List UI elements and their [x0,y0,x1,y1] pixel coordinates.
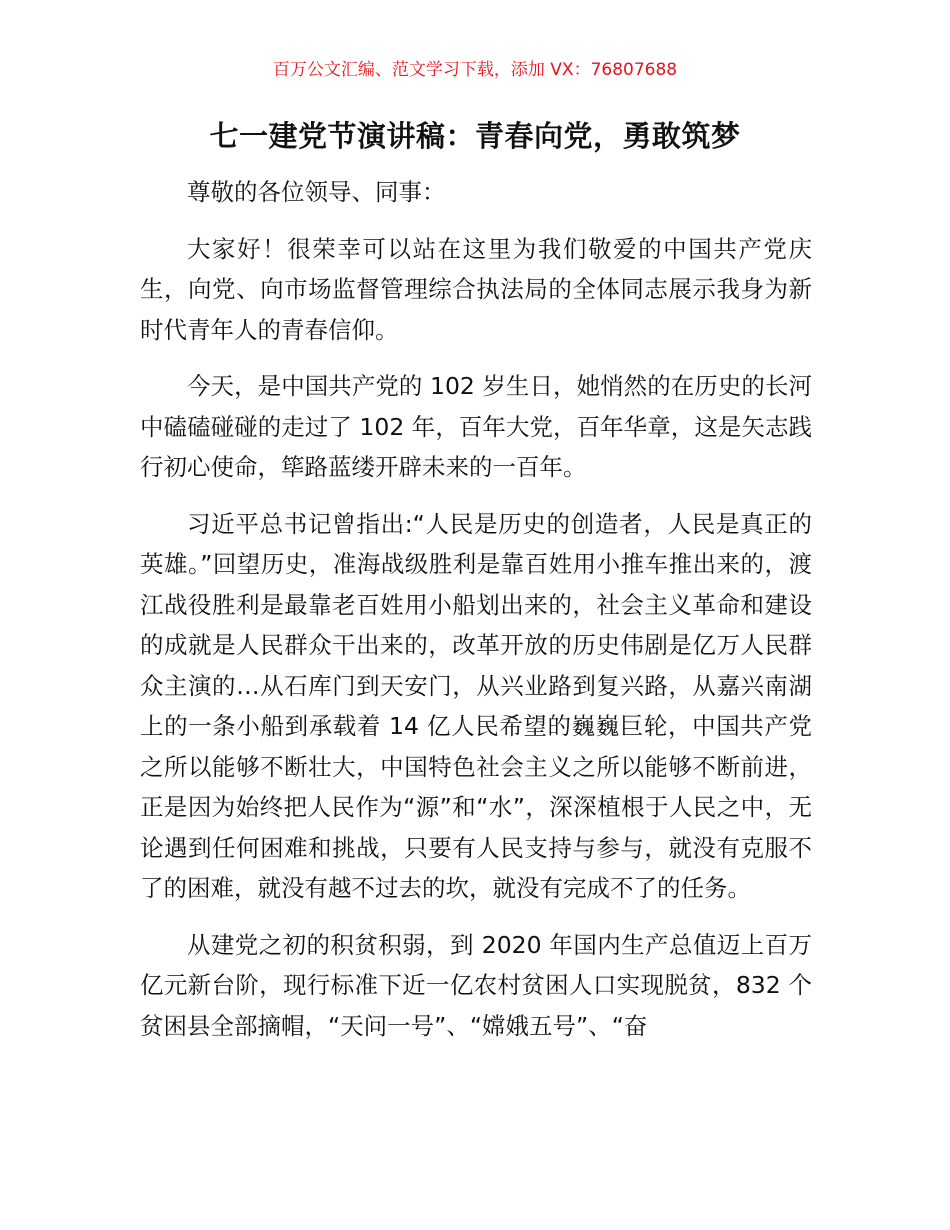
header-banner: 百万公文汇编、范文学习下载，添加 VX：76807688 [272,60,678,80]
paragraph: 从建党之初的积贫积弱，到 2020 年国内生产总值迈上百万亿元新台阶，现行标准下近一亿农村贫困人口实现脱贫，832 个贫困县全部摘帽，“天问一号”、“嫦娥五号”、“奋 [140,930,812,1040]
document-body [140,172,812,1062]
document-title: 七一建党节演讲稿：青春向党，勇敢筑梦 [209,119,741,153]
paragraph: 大家好！很荣幸可以站在这里为我们敬爱的中国共产党庆生，向党、向市场监督管理综合执法局的全体同志展示我身为新时代青年人的青春信仰。 [140,234,812,344]
paragraph: 习近平总书记曾指出:“人民是历史的创造者，人民是真正的英雄。”回望历史，准海战级胜利是靠百姓用小推车推出来的，渡江战役胜利是最靠老百姓用小船划出来的，社会主义革命和建设的成就是人民群众干出来的，改革开放的历史伟剧是亿万人民群众主演的…从石库门到天安门，从兴业路到复兴路，从嘉兴南湖上的一条小船到承载着 14 亿人民希望的巍巍巨轮，中国共产党之所以能够不断壮大，中国特色社会主义之所以能够不断前进，正是因为始终把人民作为“源”和“水”，深深植根于人民之中，无论遇到任何困难和挑战，只要有人民支持与参与，就没有克服不了的困难，就没有越不过去的坎，就没有完成不了的任务。 [140,509,812,902]
salutation: 尊敬的各位领导、同事： [187,178,446,206]
paragraph: 今天，是中国共产党的 102 岁生日，她悄然的在历史的长河中磕磕碰碰的走过了 102 年，百年大党，百年华章，这是矢志践行初心使命，筚路蓝缕开辟未来的一百年。 [140,372,812,481]
